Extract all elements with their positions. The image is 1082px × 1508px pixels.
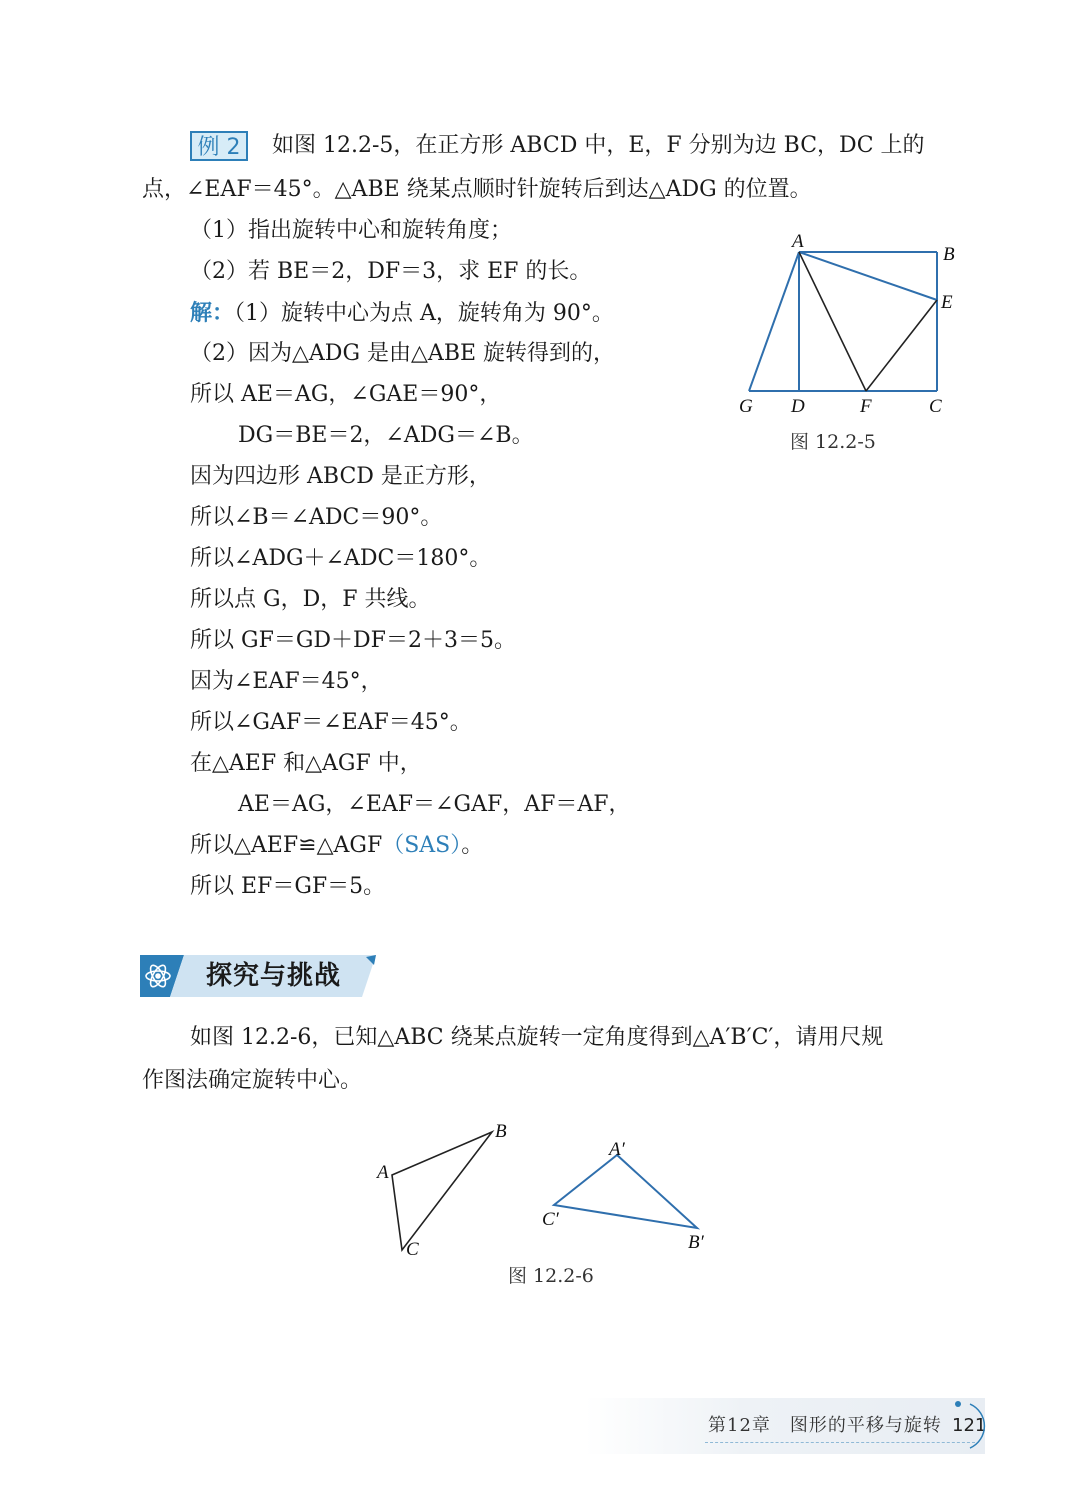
example-intro-line-1: 如图 12.2-5，在正方形 ABCD 中，E，F 分别为边 BC，DC 上的 (272, 133, 925, 158)
solution-line: 因为四边形 ABCD 是正方形， (190, 464, 491, 489)
label-c-prime: C′ (542, 1209, 559, 1230)
label-a: A (792, 231, 804, 252)
label-c: C (929, 396, 942, 417)
solution-line: 所以∠GAF＝∠EAF＝45°。 (190, 710, 472, 735)
solution-line: 所以点 G，D，F 共线。 (190, 587, 431, 612)
page-number: 121 (952, 1415, 987, 1436)
sas-reason: （SAS） (382, 833, 462, 858)
solution-line: 所以∠ADG＋∠ADC＝180°。 (190, 546, 492, 571)
label-d: D (791, 396, 805, 417)
solution-line: 所以 EF＝GF＝5。 (190, 874, 386, 899)
sentence-end: 。 (461, 833, 484, 858)
label-b: B (943, 244, 955, 265)
label-b-prime: B′ (688, 1232, 704, 1253)
example-intro-line-2: 点，∠EAF＝45°。△ABE 绕某点顺时针旋转后到达△ADG 的位置。 (142, 177, 812, 202)
solution-line: 所以∠B＝∠ADC＝90°。 (190, 505, 443, 530)
edge-ag (749, 252, 799, 391)
figure-triangle-rotation (372, 1118, 722, 1268)
label-g: G (739, 396, 753, 417)
label-b: B (495, 1121, 507, 1142)
solution-part-1: （1）旋转中心为点 A，旋转角为 90°。 (234, 301, 614, 326)
solution-line: 在△AEF 和△AGF 中， (190, 751, 422, 776)
solution-line: DG＝BE＝2，∠ADG＝∠B。 (238, 423, 534, 448)
solution-line: 因为∠EAF＝45°， (190, 669, 383, 694)
triangle-abc (392, 1132, 492, 1250)
solution-line: AE＝AG，∠EAF＝∠GAF，AF＝AF， (238, 792, 631, 817)
page-number-arc (948, 1398, 998, 1454)
section-text-line-1: 如图 12.2-6，已知△ABC 绕某点旋转一定角度得到△A′B′C′，请用尺规 (190, 1025, 884, 1050)
figure-square-rotation (735, 228, 965, 423)
example-badge: 例 2 (190, 131, 248, 161)
label-a: A (377, 1162, 389, 1183)
footer-divider (705, 1442, 975, 1443)
solution-line-1 (190, 298, 614, 329)
congruence-statement: 所以△AEF≌△AGF (190, 833, 383, 858)
label-f: F (860, 396, 872, 417)
question-2: （2）若 BE＝2，DF＝3，求 EF 的长。 (190, 259, 592, 284)
solution-line-congruence (190, 831, 483, 861)
footer-chapter: 第12章 图形的平移与旋转 (708, 1415, 942, 1436)
section-title: 探究与挑战 (206, 961, 342, 991)
edge-ae (799, 252, 937, 300)
label-a-prime: A′ (609, 1139, 625, 1160)
triangle-abc-prime (554, 1155, 697, 1228)
solution-label: 解： (190, 300, 235, 326)
figure-1-caption: 图 12.2-5 (790, 431, 876, 453)
question-1: （1）指出旋转中心和旋转角度； (190, 218, 512, 243)
solution-line: （2）因为△ADG 是由△ABE 旋转得到的， (190, 341, 616, 366)
label-e: E (941, 292, 953, 313)
solution-line: 所以 GF＝GD＋DF＝2＋3＝5。 (190, 628, 516, 653)
figure-2-caption: 图 12.2-6 (508, 1265, 594, 1287)
solution-line: 所以 AE＝AG，∠GAE＝90°， (190, 382, 502, 407)
section-text-line-2: 作图法确定旋转中心。 (142, 1068, 363, 1093)
segment-fe (866, 300, 937, 391)
label-c: C (406, 1239, 419, 1260)
